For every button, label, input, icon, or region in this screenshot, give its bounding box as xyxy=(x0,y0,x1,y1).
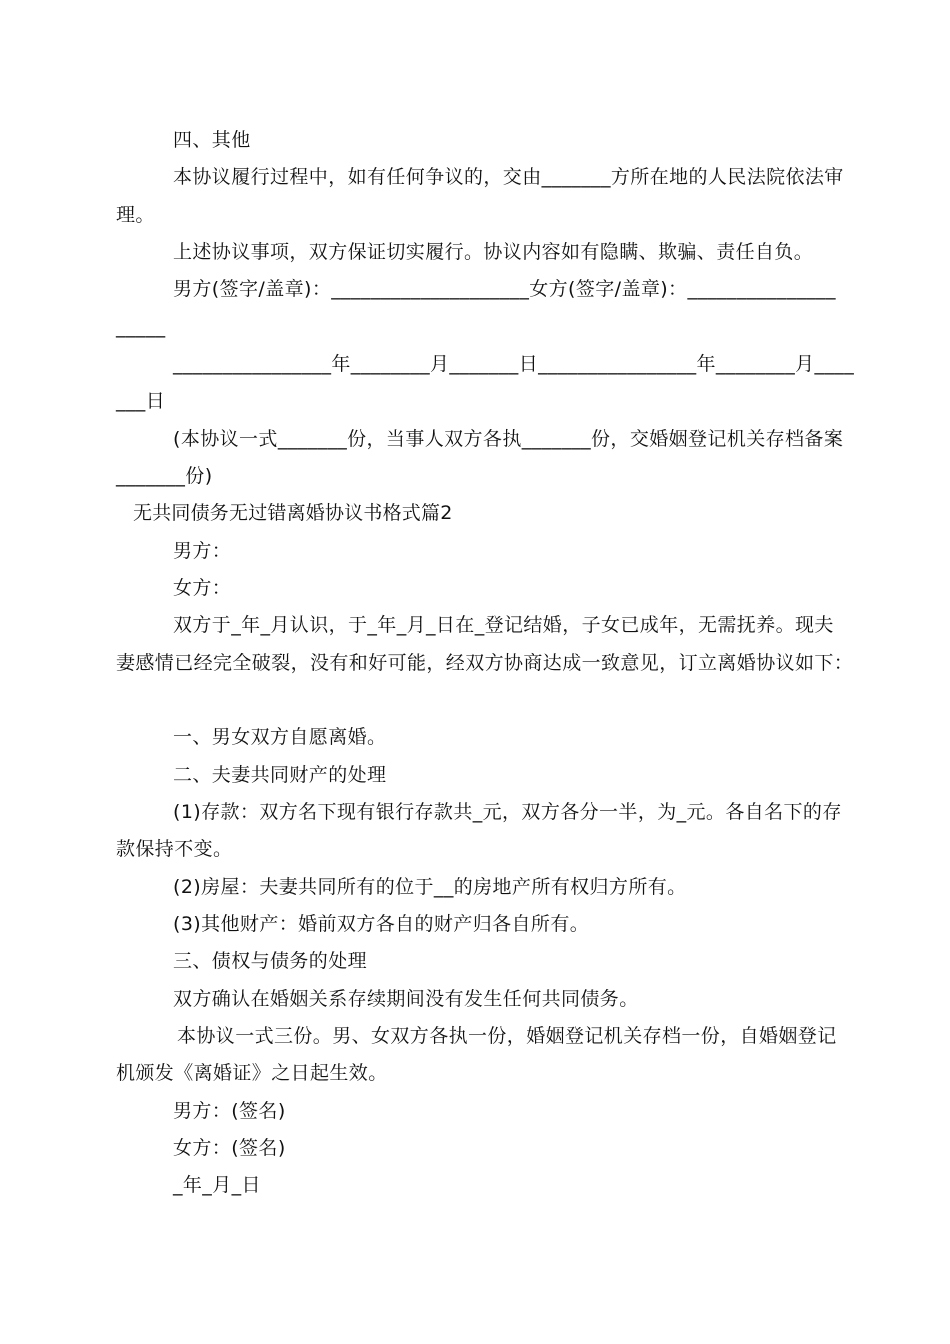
paragraph-line: 款保持不变。 xyxy=(116,838,233,860)
section-heading: 一、男女双方自愿离婚。 xyxy=(173,726,387,748)
section-heading: 二、夫妻共同财产的处理 xyxy=(173,764,387,786)
section-heading: 四、其他 xyxy=(173,129,251,151)
section-heading: 三、债权与债务的处理 xyxy=(173,950,368,972)
date-line: ________________年________月_______日________________年________月____ xyxy=(173,353,855,375)
signature-line: 男方(签字/盖章)：____________________女方(签字/盖章)：_______________ xyxy=(173,278,836,300)
paragraph-line: _______份) xyxy=(116,465,213,487)
paragraph-line: 双方于_年_月认识，于_年_月_日在_登记结婚，子女已成年，无需抚养。现夫 xyxy=(173,614,834,636)
paragraph-line: 上述协议事项，双方保证切实履行。协议内容如有隐瞒、欺骗、责任自负。 xyxy=(173,241,814,263)
date-line: ___日 xyxy=(116,390,166,412)
signature-line: _____ xyxy=(116,316,166,338)
paragraph-line: (本协议一式_______份，当事人双方各执_______份，交婚姻登记机关存档备案 xyxy=(173,428,844,450)
party-label: 女方： xyxy=(173,577,232,599)
paragraph-line: (2)房屋：夫妻共同所有的位于__的房地产所有权归方所有。 xyxy=(173,876,687,898)
paragraph-line: (3)其他财产：婚前双方各自的财产归各自所有。 xyxy=(173,913,590,935)
paragraph-line: 双方确认在婚姻关系存续期间没有发生任何共同债务。 xyxy=(173,988,639,1010)
paragraph-line: (1)存款：双方名下现有银行存款共_元，双方各分一半，为_元。各自名下的存 xyxy=(173,801,842,823)
party-label: 男方： xyxy=(173,540,232,562)
date-line: _年_月_日 xyxy=(173,1174,261,1196)
paragraph-line: 妻感情已经完全破裂，没有和好可能，经双方协商达成一致意见，订立离婚协议如下： xyxy=(116,652,854,674)
signature-line: 女方：(签名) xyxy=(173,1137,286,1159)
signature-line: 男方：(签名) xyxy=(173,1100,286,1122)
paragraph-line: 本协议履行过程中，如有任何争议的，交由_______方所在地的人民法院依法审 xyxy=(173,166,844,188)
paragraph-line: 本协议一式三份。男、女双方各执一份，婚姻登记机关存档一份，自婚姻登记 xyxy=(177,1025,837,1047)
paragraph-line: 机颁发《离婚证》之日起生效。 xyxy=(116,1062,388,1084)
document-title: 无共同债务无过错离婚协议书格式篇2 xyxy=(133,502,453,524)
paragraph-line: 理。 xyxy=(116,204,155,226)
